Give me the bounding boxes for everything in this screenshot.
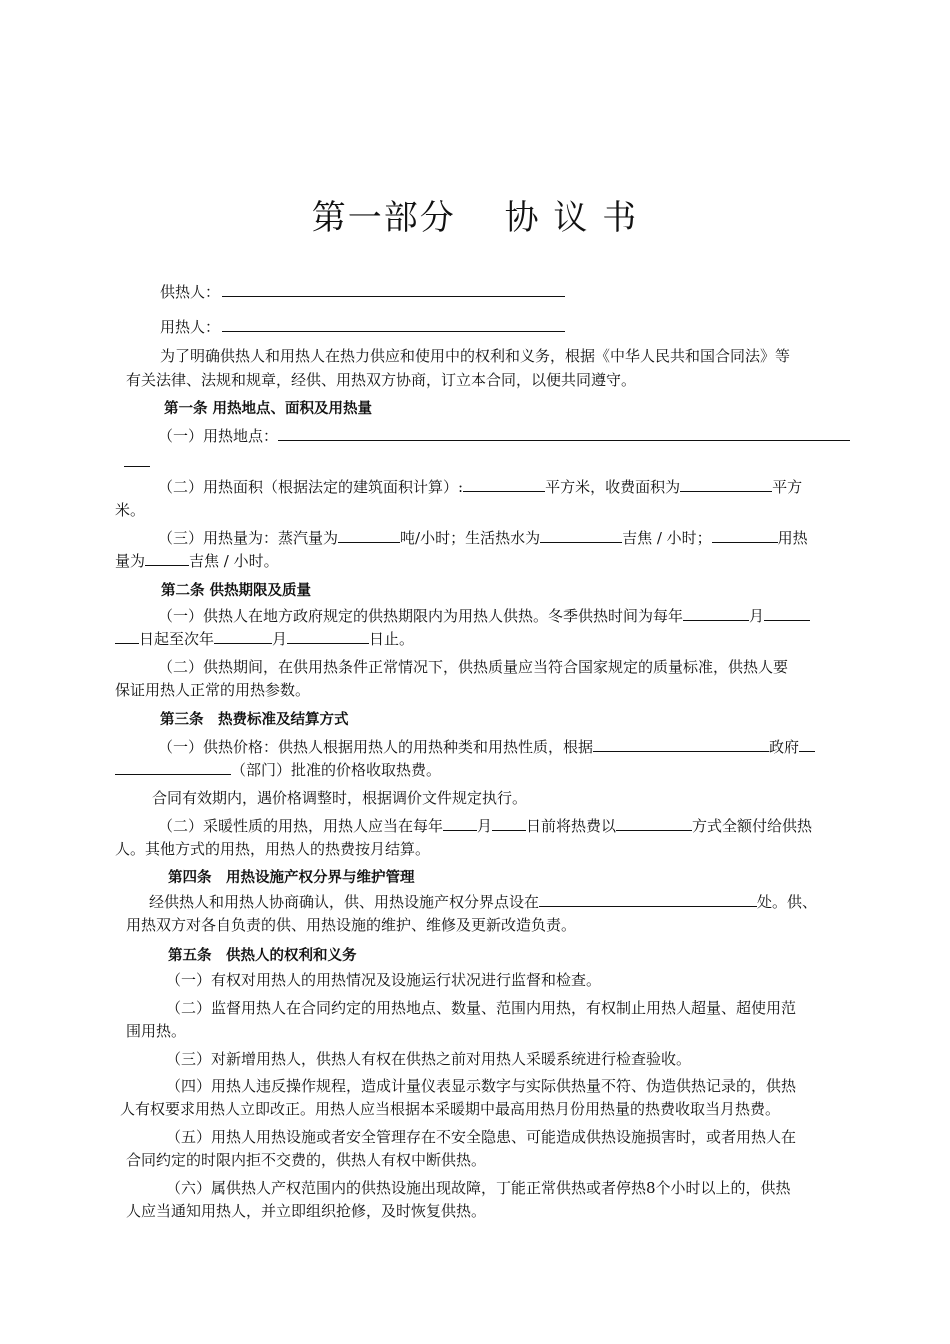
- area-text-a: （二）用热面积（根据法定的建筑面积计算）:: [158, 478, 464, 496]
- payment-month-blank: [443, 816, 477, 831]
- payment-text-b: 月: [477, 817, 493, 835]
- volume-text-f: 吉焦 / 小时。: [189, 552, 279, 570]
- article-3-adjust: 合同有效期内，遇价格调整时，根据调价文件规定执行。: [152, 789, 528, 807]
- volume-text-b: 吨/小时；生活热水为: [400, 529, 541, 547]
- boundary-text-b: 处。供、: [757, 893, 818, 911]
- supplier-label: 供热人：: [160, 283, 221, 301]
- article-2-item-1-cont: [115, 628, 414, 650]
- preamble-line-1: 为了明确供热人和用热人在热力供应和使用中的权利和义务，根据《中华人民共和国合同法》等: [160, 347, 791, 365]
- volume-text-c: 吉焦 / 小时；: [622, 529, 712, 547]
- article-1-item-3-cont: [115, 550, 279, 572]
- preamble-line-2: 有关法律、法规和规章，经供、用热双方协商，订立本合同，以便共同遵守。: [126, 371, 637, 389]
- article-1-item-3: [158, 527, 808, 549]
- article-3-item-2: [158, 815, 812, 837]
- article-4-heading: 第四条 用热设施产权分界与维护管理: [168, 870, 415, 886]
- heat-volume-blank: [712, 528, 778, 543]
- location-blank-continued: [124, 446, 150, 467]
- volume-text-e: 量为: [115, 552, 146, 570]
- article-5-item-1: （一）有权对用热人的用热情况及设施运行状况进行监督和检查。: [166, 971, 602, 989]
- article-5-heading: 第五条 供热人的权利和义务: [168, 948, 357, 964]
- boundary-text-a: 经供热人和用热人协商确认，供、用热设施产权分界点设在: [149, 893, 540, 911]
- supplier-blank: [222, 284, 565, 297]
- price-text-a: （一）供热价格：供热人根据用热人的用热种类和用热性质，根据: [158, 738, 594, 756]
- article-3-item-1: [158, 736, 815, 758]
- article-5-item-5-line-2: 合同约定的时限内拒不交费的，供热人有权中断供热。: [126, 1151, 487, 1169]
- article-3-item-2-cont: 人。其他方式的用热，用热人的热费按月结算。: [115, 840, 431, 858]
- start-day-blank: [764, 606, 810, 621]
- period-text-a: （一）供热人在地方政府规定的供热期限内为用热人供热。冬季供热时间为每年: [158, 607, 684, 625]
- page-title: 第一部分 协 议 书: [311, 198, 639, 238]
- period-text-b: 月: [749, 607, 765, 625]
- area-text-b: 平方米，收费面积为: [545, 478, 681, 496]
- location-label: （一）用热地点：: [158, 427, 279, 445]
- article-3-heading: 第三条 热费标准及结算方式: [160, 712, 349, 728]
- payment-text-d: 方式全额付给供热: [692, 817, 813, 835]
- steam-blank: [338, 528, 400, 543]
- end-day-blank: [287, 629, 369, 644]
- period-text-c: 日起至次年: [139, 630, 215, 648]
- price-text-c: （部门）批准的价格收取热费。: [231, 761, 442, 779]
- article-5-item-4-line-1: （四）用热人违反操作规程，造成计量仪表显示数字与实际供热量不符、伪造供热记录的，供热: [166, 1077, 797, 1095]
- volume-text-d: 用热: [777, 529, 808, 547]
- article-5-item-4-line-2: 人有权要求用热人立即改正。用热人应当根据本采暖期中最高用热月份用热量的热费收取当月热费。: [120, 1100, 781, 1118]
- end-month-blank: [214, 629, 272, 644]
- area-blank: [463, 477, 545, 492]
- article-2-item-2-line-1: （二）供热期间，在供用热条件正常情况下，供热质量应当符合国家规定的质量标准，供热人要: [158, 658, 789, 676]
- article-4-line-2: 用热双方对各自负责的供、用热设施的维护、维修及更新改造负责。: [126, 916, 577, 934]
- location-blank: [278, 426, 850, 441]
- heat-volume-blank-2: [145, 551, 189, 566]
- charge-area-blank: [680, 477, 772, 492]
- price-text-b: 政府: [769, 738, 800, 756]
- article-2-item-2-line-2: 保证用热人正常的用热参数。: [115, 681, 311, 699]
- article-5-item-5-line-1: （五）用热人用热设施或者安全管理存在不安全隐患、可能造成供热设施损害时，或者用热人在: [166, 1128, 797, 1146]
- article-5-item-6-line-1: （六）属供热人产权范围内的供热设施出现故障，丁能正常供热或者停热8个小时以上的，供热: [166, 1179, 791, 1197]
- article-5-item-2-line-2: 围用热。: [126, 1022, 187, 1040]
- period-text-d: 月: [272, 630, 288, 648]
- payment-text-c: 日前将热费以: [526, 817, 617, 835]
- article-1-item-2: [158, 476, 802, 498]
- start-day-blank-cont: [115, 629, 139, 644]
- article-1-item-2-cont: 米。: [115, 501, 146, 519]
- area-text-c: 平方: [772, 478, 803, 496]
- payment-method-blank: [616, 816, 692, 831]
- user-blank: [222, 319, 565, 332]
- article-4-line-1: [149, 891, 817, 913]
- article-5-item-3: （三）对新增用热人，供热人有权在供热之前对用热人采暖系统进行检查验收。: [166, 1050, 692, 1068]
- article-2-heading: 第二条 供热期限及质量: [161, 583, 312, 599]
- supplier-field: [160, 281, 565, 302]
- article-3-item-1-cont: [115, 759, 441, 781]
- department-blank: [799, 737, 815, 752]
- department-blank-cont: [115, 760, 231, 775]
- user-label: 用热人：: [160, 318, 221, 336]
- volume-text-a: （三）用热量为：蒸汽量为: [158, 529, 339, 547]
- article-1-heading: 第一条 用热地点、面积及用热量: [164, 401, 373, 417]
- article-5-item-2-line-1: （二）监督用热人在合同约定的用热地点、数量、范围内用热，有权制止用热人超量、超使用范: [166, 999, 797, 1017]
- government-blank: [593, 737, 769, 752]
- user-field: [160, 316, 565, 337]
- period-text-e: 日止。: [369, 630, 415, 648]
- payment-text-a: （二）采暖性质的用热，用热人应当在每年: [158, 817, 444, 835]
- article-1-item-1: [158, 425, 850, 447]
- hot-water-blank: [540, 528, 622, 543]
- start-month-blank: [683, 606, 749, 621]
- article-2-item-1: [158, 605, 810, 627]
- article-5-item-6-line-2: 人应当通知用热人，并立即组织抢修，及时恢复供热。: [126, 1202, 487, 1220]
- payment-day-blank: [492, 816, 526, 831]
- boundary-blank: [539, 892, 757, 907]
